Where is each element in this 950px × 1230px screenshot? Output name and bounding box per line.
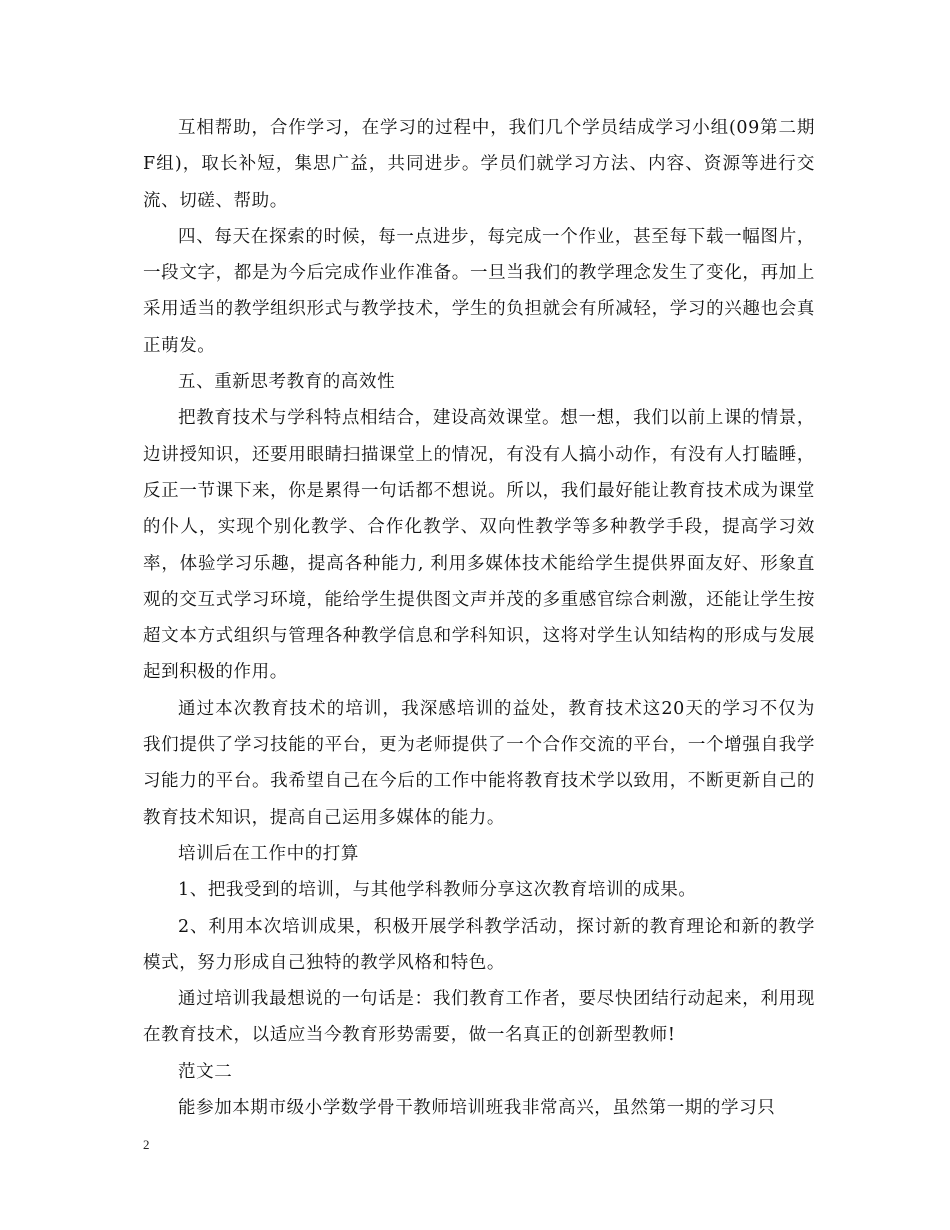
document-body xyxy=(143,110,815,1126)
heading-rethink-efficiency: 五、重新思考教育的高效性 xyxy=(178,372,396,393)
page-number: 2 xyxy=(143,1137,150,1152)
list-item-plan-1: 1、把我受到的培训，与其他学科教师分享这次教育培训的成果。 xyxy=(178,880,697,901)
paragraph-closing-remark: 通过培训我最想说的一句话是：我们教育工作者，要尽快团结行动起来，利用现在教育技术，以适应当今教育形势需要，做一名真正的创新型教师! xyxy=(143,989,815,1046)
heading-sample-two: 范文二 xyxy=(178,1061,233,1082)
paragraph-efficient-classroom: 把教育技术与学科特点相结合，建设高效课堂。想一想，我们以前上课的情景，边讲授知识，还要用眼睛扫描课堂上的情况，有没有人搞小动作，有没有人打瞌睡，反正一节课下来，你是累得一句话都不想说。所以，我们最好能让教育技术成为课堂的仆人，实现个别化教学、合作化教学、双向性教学等多种教学手段，提高学习效率，体验学习乐趣，提高各种能力, 利用多媒体技术能给学生提供界面友好、形象直观的交互式学习环境，能给学生提供图文声并茂的多重感官综合刺激，还能让学生按超文本方式组织与管理各种教学信息和学科知识，这将对学生认知结构的形成与发展起到积极的作用。 xyxy=(143,408,815,683)
list-item-plan-2: 2、利用本次培训成果，积极开展学科教学活动，探讨新的教育理论和新的教学模式，努力形成自己独特的教学风格和特色。 xyxy=(143,916,815,973)
heading-work-plans: 培训后在工作中的打算 xyxy=(178,843,359,864)
paragraph-daily-exploration: 四、每天在探索的时候，每一点进步，每完成一个作业，甚至每下载一幅图片，一段文字，都是为今后完成作业作准备。一旦当我们的教学理念发生了变化，再加上采用适当的教学组织形式与教学技术，学生的负担就会有所减轻，学习的兴趣也会真正萌发。 xyxy=(143,226,815,356)
paragraph-sample-two-intro: 能参加本期市级小学数学骨干教师培训班我非常高兴，虽然第一期的学习只 xyxy=(178,1098,776,1119)
paragraph-mutual-help: 互相帮助，合作学习，在学习的过程中，我们几个学员结成学习小组(09第二期F组)，取长补短，集思广益，共同进步。学员们就学习方法、内容、资源等进行交流、切磋、帮助。 xyxy=(143,118,815,211)
paragraph-training-benefits: 通过本次教育技术的培训，我深感培训的益处，教育技术这20天的学习不仅为我们提供了学习技能的平台，更为老师提供了一个合作交流的平台，一个增强自我学习能力的平台。我希望自己在今后的工作中能将教育技术学以致用，不断更新自己的教育技术知识，提高自己运用多媒体的能力。 xyxy=(143,698,815,828)
